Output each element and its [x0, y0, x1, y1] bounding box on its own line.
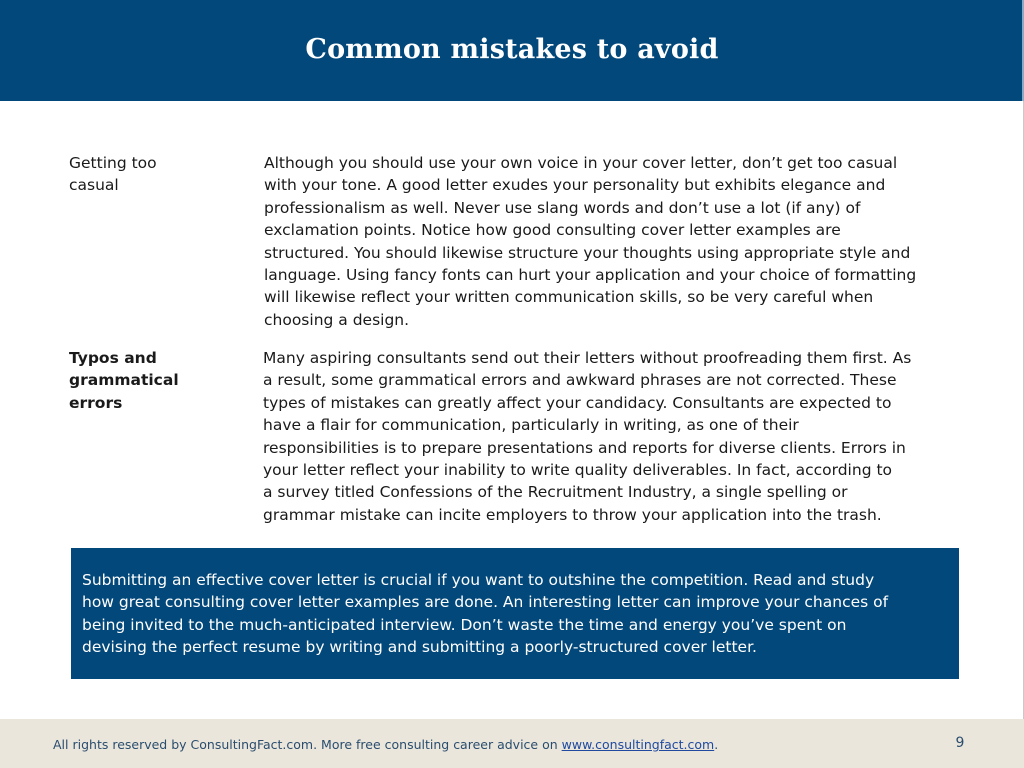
description-line: Although you should use your own voice in your cover letter, don’t get too casual: [264, 154, 898, 172]
term-line: casual: [69, 176, 119, 195]
slide-footer: [0, 719, 1024, 768]
description-line: a survey titled Confessions of the Recruitment Industry, a single spelling or: [263, 483, 848, 502]
mistake-description-typos: [263, 347, 963, 526]
callout-line: being invited to the much-anticipated interview. Don’t waste the time and energy you’ve spent on: [82, 615, 847, 634]
term-line: Getting too: [69, 154, 157, 172]
callout-line: how great consulting cover letter examples are done. An interesting letter can improve your chances of: [82, 593, 889, 612]
term-line: grammatical: [69, 371, 179, 390]
mistake-term-casual: [69, 152, 234, 197]
mistake-term-typos: [69, 347, 234, 414]
description-line: a result, some grammatical errors and awkward phrases are not corrected. These: [263, 371, 897, 390]
footer-copyright: [53, 737, 718, 752]
summary-callout-box: [71, 548, 959, 679]
mistake-description-casual: [264, 152, 964, 331]
description-line: choosing a design.: [264, 310, 410, 329]
slide-header: [0, 0, 1024, 101]
description-line: have a flair for communication, particularly in writing, as one of their: [263, 416, 799, 435]
description-line: responsibilities is to prepare presentations and reports for diverse clients. Errors in: [263, 438, 906, 457]
footer-website-link[interactable]: www.consultingfact.com: [561, 737, 715, 752]
footer-copyright-text: All rights reserved by ConsultingFact.com. More free consulting career advice on: [53, 737, 562, 752]
term-line: Typos and: [69, 349, 157, 367]
page-number: 9: [955, 735, 965, 751]
term-line: errors: [69, 393, 123, 412]
callout-line: devising the perfect resume by writing and submitting a poorly-structured cover letter.: [82, 638, 757, 657]
footer-period: .: [714, 737, 719, 752]
callout-line: Submitting an effective cover letter is crucial if you want to outshine the competition. Read and study: [82, 571, 875, 589]
description-line: grammar mistake can incite employers to throw your application into the trash.: [263, 505, 882, 524]
description-line: Many aspiring consultants send out their letters without proofreading them first. As: [263, 349, 912, 367]
description-line: types of mistakes can greatly affect your candidacy. Consultants are expected to: [263, 393, 892, 412]
description-line: will likewise reflect your written communication skills, so be very careful when: [264, 288, 874, 307]
slide-title: Common mistakes to avoid: [305, 34, 719, 65]
description-line: language. Using fancy fonts can hurt your application and your choice of formatting: [264, 266, 917, 285]
description-line: professionalism as well. Never use slang words and don’t use a lot (if any) of: [264, 198, 861, 217]
description-line: exclamation points. Notice how good consulting cover letter examples are: [264, 221, 841, 240]
summary-callout-text: [82, 569, 952, 659]
description-line: with your tone. A good letter exudes your personality but exhibits elegance and: [264, 176, 886, 195]
description-line: your letter reflect your inability to write quality deliverables. In fact, according to: [263, 461, 893, 480]
description-line: structured. You should likewise structure your thoughts using appropriate style and: [264, 243, 911, 262]
